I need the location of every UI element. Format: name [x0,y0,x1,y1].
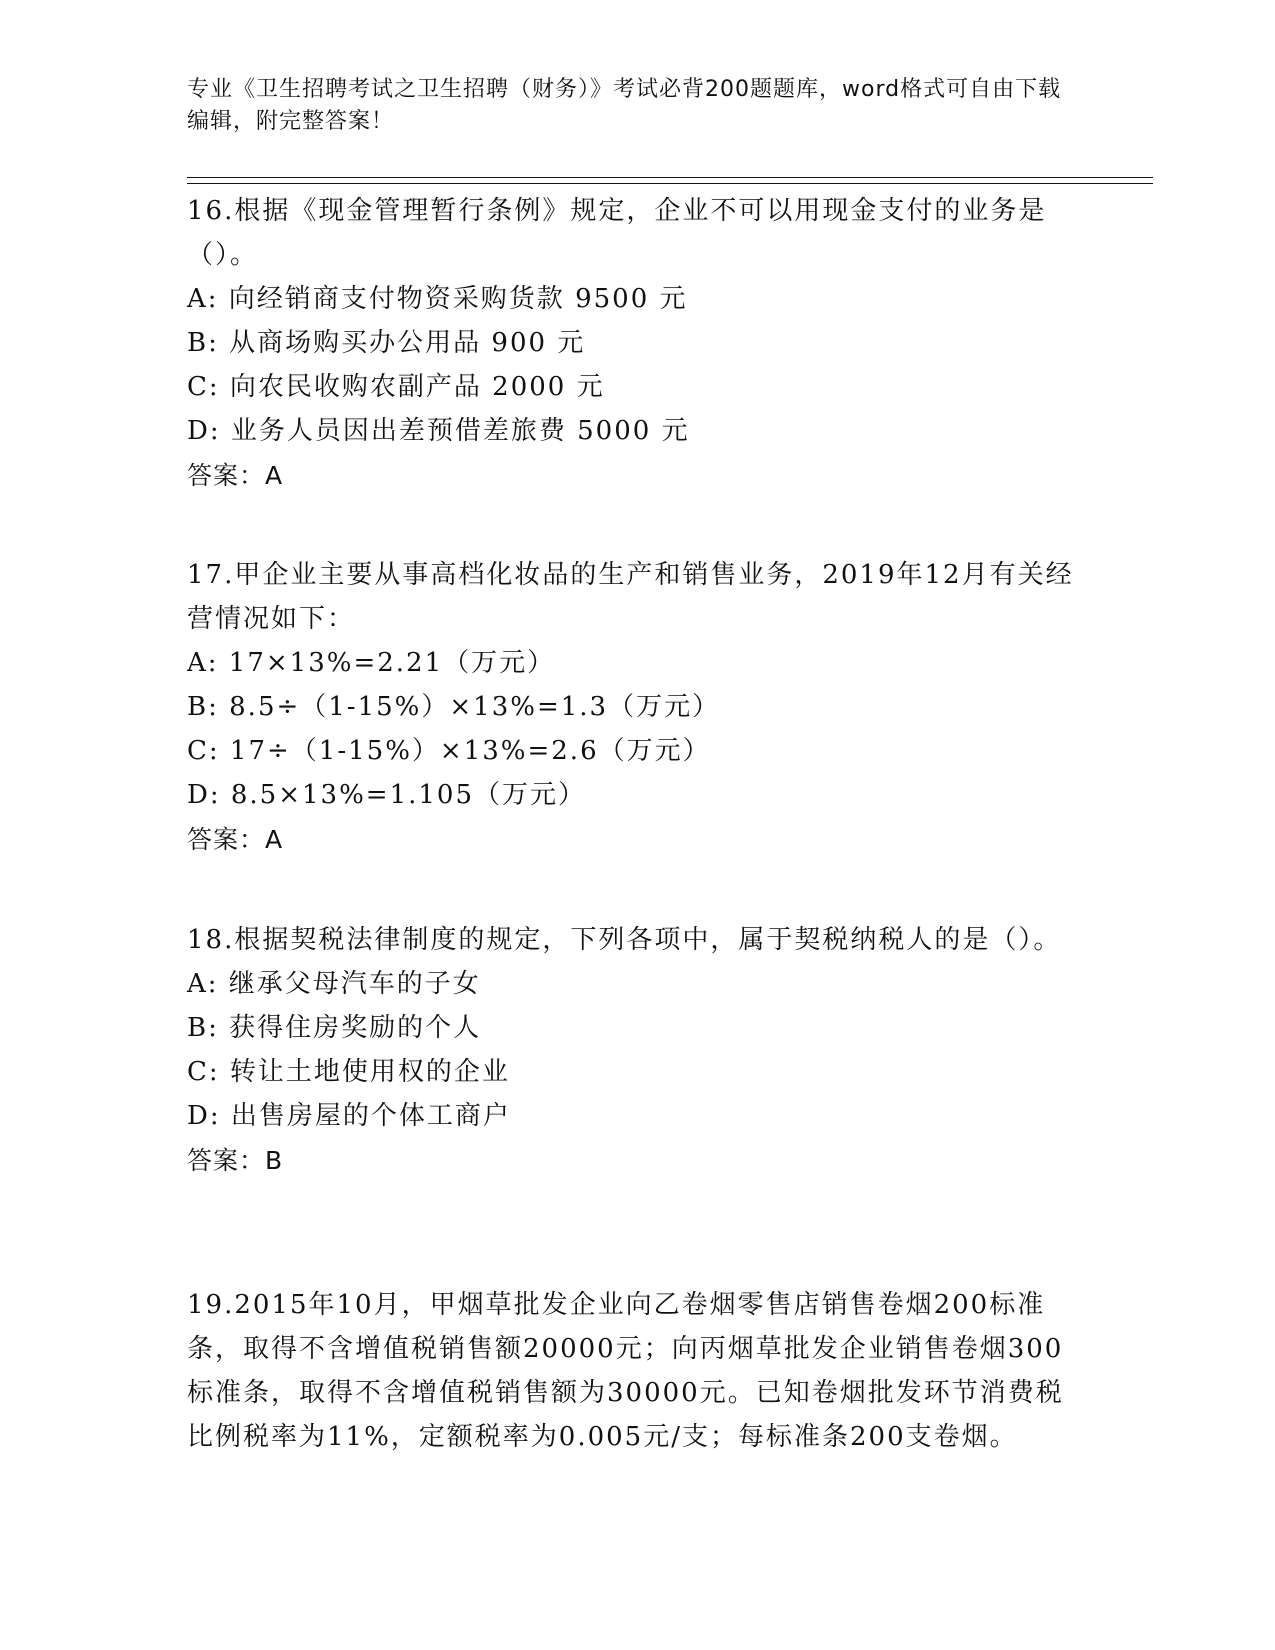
question-16 [187,189,1087,499]
answer: 答案：A [187,461,284,490]
option-a: A: 向经销商支付物资采购货款 9500 元 [187,284,688,314]
header-divider-bottom [187,183,1153,184]
option-b: B: 8.5÷（1-15%）×13%=1.3（万元） [187,692,721,722]
question-stem: 18.根据契税法律制度的规定，下列各项中，属于契税纳税人的是（）。 [187,925,1062,955]
option-b: B: 获得住房奖励的个人 [187,1013,482,1043]
header-divider-top [187,177,1153,178]
option-c: C: 向农民收购农副产品 2000 元 [187,372,605,402]
option-d: D: 8.5×13%=1.105（万元） [187,780,587,810]
question-stem: 16.根据《现金管理暂行条例》规定，企业不可以用现金支付的业务是（）。 [187,196,1047,270]
header-text: 专业《卫生招聘考试之卫生招聘（财务）》考试必背200题题库，word格式可自由下载编辑，附完整答案！ [187,77,1062,134]
answer: 答案：A [187,825,284,854]
option-a: A: 继承父母汽车的子女 [187,969,481,999]
question-stem: 17.甲企业主要从事高档化妆品的生产和销售业务，2019年12月有关经营情况如下： [187,560,1074,634]
question-stem: 19.2015年10月，甲烟草批发企业向乙卷烟零售店销售卷烟200标准条，取得不含增值税销售额20000元；向丙烟草批发企业销售卷烟300标准条，取得不含增值税销售额为30000元。已知卷烟批发环节消费税比例税率为11%，定额税率为0.005元/支；每标准条200支卷烟。 [187,1290,1064,1452]
option-d: D: 出售房屋的个体工商户 [187,1101,511,1131]
option-b: B: 从商场购买办公用品 900 元 [187,328,586,358]
option-c: C: 转让土地使用权的企业 [187,1057,510,1087]
answer: 答案：B [187,1146,284,1175]
option-a: A: 17×13%=2.21（万元） [187,648,556,678]
question-19 [187,1283,1087,1459]
question-18 [187,918,1087,1184]
option-d: D: 业务人员因出差预借差旅费 5000 元 [187,416,690,446]
question-17 [187,553,1087,863]
option-c: C: 17÷（1-15%）×13%=2.6（万元） [187,736,711,766]
document-header [187,74,1067,138]
